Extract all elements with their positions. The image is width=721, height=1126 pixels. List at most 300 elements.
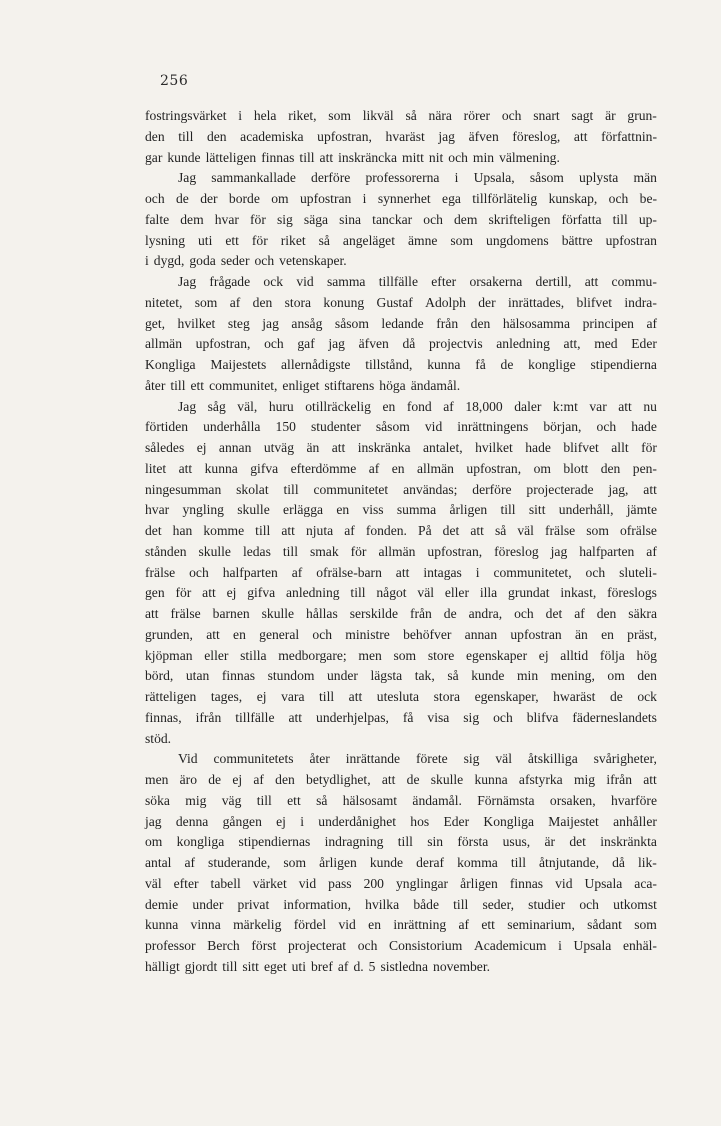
word: ega [442,191,461,206]
word: hvar [214,211,239,227]
text-line [145,812,657,833]
word: blott [563,460,589,476]
word: således [145,440,185,455]
word: att [381,772,396,787]
word: communitetet [313,481,389,497]
word: hållas [306,606,338,621]
word: åter [309,751,330,767]
word: årligen [460,875,498,891]
word: skulle [430,772,464,787]
text-line [145,397,657,418]
word: store [427,647,455,663]
word: skulle [237,502,270,518]
text-line [145,521,657,542]
word: stora [284,294,312,310]
word: tages, [210,689,243,704]
word: eller [444,585,469,601]
word: som [194,294,218,310]
word: af [253,772,264,787]
word: tillstånd, [365,357,413,372]
word: underdånighet [318,813,397,829]
word: den [206,128,227,144]
word: som [634,917,657,933]
word: tillfälle [378,274,418,289]
word: i [475,564,480,580]
word: mig [185,792,207,808]
word: uplysta [579,170,619,186]
word: som [586,523,609,538]
word: hos [410,813,430,829]
word: visa [427,709,450,725]
word: annan [218,440,252,455]
word: Gustaf [376,294,413,310]
word: till [222,958,238,974]
word: inskränka [357,440,411,455]
word: och [493,709,513,725]
word: kunna [145,917,179,933]
word: sin [427,834,444,850]
text-line [145,438,657,459]
text-line [145,895,657,916]
word: stilla [240,647,267,663]
text-line [145,604,657,625]
text-line [145,791,657,812]
word: kunskap, [548,191,598,206]
word: att [643,481,657,497]
word: gjordt [184,958,218,974]
word: egenskaper [465,647,528,663]
word: att [281,523,295,538]
word: tabell [210,875,241,891]
word: skolat [236,481,269,497]
word: att [584,274,599,289]
word: de [500,357,514,372]
text-line [145,210,657,231]
text-line [145,832,657,853]
word: vid [298,875,317,891]
word: ej [226,585,237,601]
word: huru [268,398,294,414]
text-line [145,376,657,397]
word: af [344,523,355,538]
word: enliget [282,377,320,393]
word: gar [145,149,163,165]
word: till [178,128,194,144]
word: min [516,668,539,684]
word: en [368,917,382,933]
word: men [358,647,382,663]
text-line [145,314,657,335]
word: men [145,772,169,787]
word: författnin- [601,128,657,144]
word: sig [276,211,293,227]
word: väg [221,792,242,808]
word: att [288,709,303,725]
word: få [475,357,486,372]
word: sistledna [380,958,429,974]
word: om [533,460,551,476]
word: för [175,585,192,601]
word: tillfälle [235,709,275,725]
word: Jag [178,170,197,186]
word: vid [424,419,443,435]
word: jag [145,813,162,829]
word: upfostran [605,232,657,248]
word: för [250,211,266,227]
word: början, [543,419,582,435]
word: ungdomens [486,232,549,248]
word: inkast, [560,585,597,601]
word: än [306,440,320,455]
word: till [283,481,299,497]
word: en [233,626,246,642]
word: inskränkta [600,834,657,850]
word: utväg [263,440,295,455]
word: om [607,668,625,684]
word: ej [538,647,549,663]
word: halfparten [222,564,278,580]
word: de [443,606,457,621]
word: d. [353,958,364,974]
word: till [612,211,628,227]
word: hvilket [475,440,513,455]
text-line [145,106,657,127]
word: af [337,958,349,974]
word: upfostran, [427,543,483,559]
word: de [406,772,420,787]
word: och [264,336,284,352]
word: så [447,668,459,684]
word: grun- [627,108,657,123]
word: från [436,315,459,331]
word: väl [495,751,512,767]
word: professorerna [365,170,440,186]
word: af [646,543,657,559]
word: vara [281,689,305,704]
word: frälse [170,606,201,621]
word: från [409,606,432,621]
word: lik- [637,855,657,870]
word: till [453,896,469,912]
word: academiska [240,128,304,144]
word: upfostran [510,626,562,642]
word: af [291,564,303,580]
word: vid [296,274,314,289]
word: det [545,606,563,621]
word: Förnämsta [477,792,535,808]
word: pen- [632,460,657,476]
word: underhjelpas, [316,709,389,725]
word: allernådigste [281,357,351,372]
word: bref [310,958,333,974]
word: i [454,170,459,186]
word: principen [582,315,634,331]
word: stundom [267,668,315,684]
word: till [510,855,526,870]
word: rörer [463,108,491,123]
word: summa [396,502,437,518]
word: indragning [324,834,384,850]
word: ledande [381,315,424,331]
word: till [299,149,315,165]
word: hade [525,440,551,455]
word: författa [561,211,602,227]
word: var [589,398,607,414]
word: alltid [560,647,589,663]
word: de [208,772,222,787]
word: intagas [423,564,462,580]
word: och [254,253,275,269]
text-line [145,355,657,376]
word: ämne [407,232,438,248]
word: ofrälse [619,523,657,538]
word: yngling [182,502,224,518]
word: inrättades, [507,294,565,310]
word: Eder [443,813,470,829]
word: seder [220,253,250,269]
word: en [336,502,350,518]
word: november. [433,958,491,974]
word: viss [362,502,384,518]
word: ändamål. [412,792,462,808]
word: jämte [626,502,657,518]
word: hvilka [365,896,400,912]
word: frågade [209,274,251,289]
word: communitetets [213,751,294,767]
word: kjöpman [145,647,193,663]
word: kongliga [176,834,225,850]
word: värket [252,875,287,891]
word: först [251,938,277,953]
word: gifva [250,460,279,476]
word: i [362,191,367,206]
text-line [145,459,657,480]
word: präst, [627,626,657,642]
word: antalet, [423,440,463,455]
text-line [145,874,657,895]
word: fond [406,398,432,414]
word: riket [280,232,306,248]
word: kunde [471,668,505,684]
word: stipendiernas [238,834,311,850]
word: så [318,232,330,248]
word: hvaräst [385,128,425,144]
word: kunna [474,772,508,787]
word: njuta [305,523,334,538]
word: inrättning [393,917,447,933]
text-line [145,168,657,189]
word: såsom [375,419,410,435]
word: åtnjutande, [539,855,600,870]
word: communitetet, [493,564,572,580]
word: anledning [285,585,340,601]
word: studerande, [208,855,271,870]
word: i [238,108,243,123]
word: ett [190,377,205,393]
text-line [145,853,657,874]
word: betydlighet, [306,772,371,787]
word: allmän [378,543,416,559]
word: 150 [275,419,296,435]
text-line [145,417,657,438]
word: användas; [403,481,458,497]
word: ifrån [195,709,222,725]
word: jag [328,336,345,352]
text-line [145,625,657,646]
text-line [145,251,657,272]
word: den [145,128,165,144]
word: väl [417,585,434,601]
word: Jag [178,398,197,414]
word: en [601,626,614,642]
word: Jag [178,274,197,289]
word: både [413,896,439,912]
word: utkomst [613,896,657,912]
word: som [283,855,307,870]
word: projecterat [287,938,347,953]
word: hela [253,108,277,123]
word: att [206,626,220,642]
word: föreslog, [512,128,561,144]
word: och [579,896,599,912]
word: åter [145,377,166,393]
word: dertill, [535,274,572,289]
word: upfostran [299,191,352,206]
word: att [618,398,632,414]
word: en [382,398,396,414]
word: lägsta [370,668,403,684]
word: sammankallade [211,170,296,186]
word: upfostran, [317,128,372,144]
word: allmän [416,460,454,476]
word: så [494,523,507,538]
word: rätteligen [145,689,197,704]
word: att, [563,336,581,352]
word: lätteligen [205,149,257,165]
word: jag [262,315,279,331]
text-line [145,583,657,604]
word: studenter [310,419,361,435]
text-line [145,500,657,521]
word: af [574,606,585,621]
word: Berch [207,938,240,953]
word: vid [338,917,356,933]
word: eller [204,647,229,663]
word: ej [232,772,243,787]
word: studier [528,896,566,912]
word: åtskilliga [527,751,578,767]
word: sig [463,709,480,725]
word: serskilde [349,606,399,621]
word: 200 [363,875,384,891]
word: sina [339,211,362,227]
word: och [312,626,333,642]
word: kunde [167,149,201,165]
word: börd, [145,668,174,684]
word: dem [454,211,478,227]
word: säkra [628,606,657,621]
word: projecterade [526,481,594,497]
word: ock [263,274,284,289]
word: gången [222,813,262,829]
word: borde [228,191,260,206]
word: seder, [482,896,514,912]
word: up- [638,211,657,227]
word: det [442,523,460,538]
word: smak [309,543,339,559]
word: jag, [608,481,629,497]
word: Vid [178,751,198,767]
word: otillräckelig [305,398,371,414]
word: derföre [311,170,351,186]
word: i [558,938,562,953]
word: hälsosamt [342,792,398,808]
word: utan [185,668,210,684]
word: om [145,834,163,850]
word: stora [433,689,461,704]
page-number: 256 [160,73,189,89]
text-line [145,915,657,936]
word: ej [196,440,207,455]
word: i [300,813,304,829]
word: snart [533,108,560,123]
word: att [145,606,159,621]
word: de [609,689,623,704]
word: söka [145,792,170,808]
word: det [145,523,162,538]
word: allmän [145,336,182,352]
word: eget [263,958,287,974]
word: sitt [528,502,546,518]
word: efterdömme [290,460,357,476]
word: seminarium, [507,917,575,933]
word: då [612,855,625,870]
word: och [608,191,629,206]
word: hwaräst [553,689,596,704]
word: af [443,398,454,414]
word: höga [379,377,406,393]
word: den [470,315,491,331]
word: ett [287,792,301,808]
word: mig [573,772,596,787]
word: den [252,294,273,310]
word: vid [555,875,573,891]
text-line [145,272,657,293]
text-line [145,666,657,687]
word: tanckar [372,211,413,227]
word: föreslog [494,543,539,559]
text-line [145,687,657,708]
word: blifva [526,709,559,725]
word: män [633,170,657,186]
word: behöfver [403,626,452,642]
word: något [376,585,407,601]
word: skulle [198,543,231,559]
word: att [395,564,410,580]
word: då [402,336,416,352]
text-line [145,957,657,978]
word: 18,000 [465,398,503,414]
word: kunna [204,460,238,476]
word: nu [643,398,657,414]
word: ansåg [291,315,323,331]
word: usus, [502,834,531,850]
word: skrifteligen [488,211,551,227]
word: en [391,460,405,476]
word: med [594,336,618,352]
word: och [145,191,165,206]
word: information, [283,896,351,912]
